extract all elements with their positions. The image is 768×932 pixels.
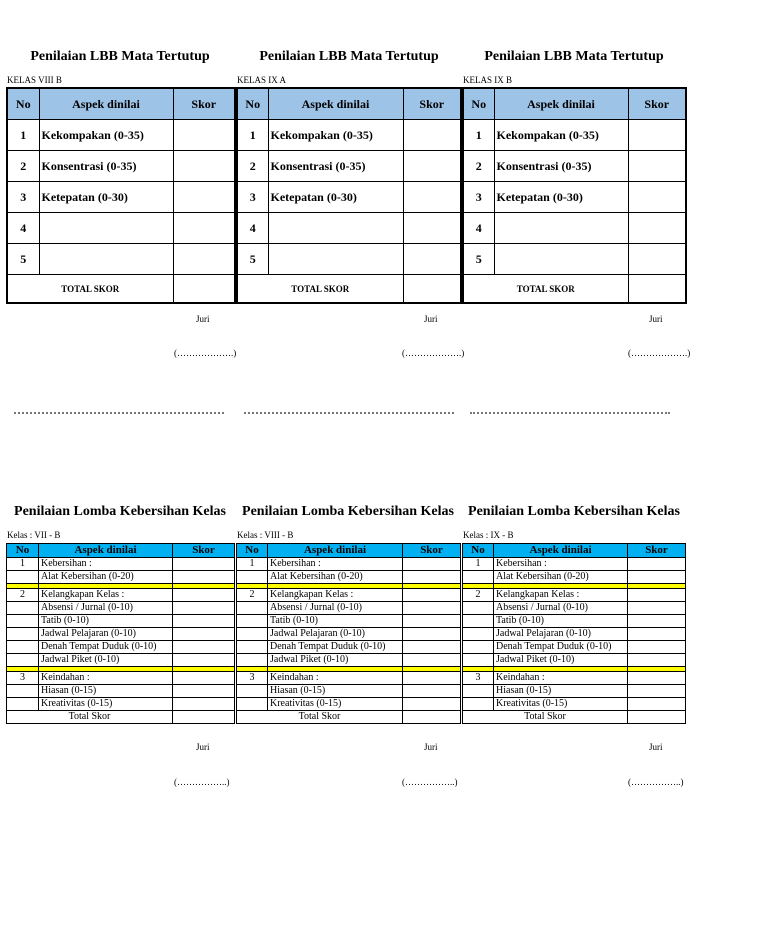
- score-cell[interactable]: [403, 615, 461, 628]
- row-no: 5: [7, 244, 39, 275]
- score-cell[interactable]: [173, 602, 235, 615]
- score-cell[interactable]: [173, 654, 235, 667]
- lomba-title-1: Penilaian Lomba Kebersihan Kelas: [14, 504, 226, 519]
- row-no: [7, 685, 39, 698]
- table-row: [237, 182, 461, 213]
- table-row: [463, 589, 686, 602]
- total-row: [463, 275, 686, 304]
- header-skor: Skor: [403, 544, 461, 558]
- header-aspek: Aspek dinilai: [494, 88, 628, 120]
- score-cell[interactable]: [628, 602, 686, 615]
- table-row: [237, 698, 461, 711]
- row-no: [237, 685, 268, 698]
- row-no: 4: [463, 213, 494, 244]
- score-cell[interactable]: [173, 615, 235, 628]
- row-aspek: Kekompakan (0-35): [494, 120, 628, 151]
- total-row: [237, 275, 461, 304]
- row-aspek: Kelangkapan Kelas :: [268, 589, 403, 602]
- row-no: [7, 698, 39, 711]
- row-aspek: Absensi / Jurnal (0-10): [268, 602, 403, 615]
- table-row: [463, 654, 686, 667]
- table-row: [237, 213, 461, 244]
- row-aspek: Hiasan (0-15): [494, 685, 628, 698]
- row-aspek: Kreativitas (0-15): [39, 698, 173, 711]
- row-aspek: Jadwal Piket (0-10): [268, 654, 403, 667]
- row-no: 3: [237, 672, 268, 685]
- row-no: 5: [463, 244, 494, 275]
- row-aspek: Kreativitas (0-15): [268, 698, 403, 711]
- header-aspek: Aspek dinilai: [39, 544, 173, 558]
- score-cell[interactable]: [173, 244, 235, 275]
- score-cell[interactable]: [628, 641, 686, 654]
- lbb-table-1: [6, 87, 236, 304]
- score-cell[interactable]: [403, 672, 461, 685]
- row-aspek: Alat Kebersihan (0-20): [494, 571, 628, 584]
- row-no: 3: [7, 672, 39, 685]
- table-row: [463, 628, 686, 641]
- score-cell[interactable]: [628, 628, 686, 641]
- row-aspek: [494, 213, 628, 244]
- score-cell[interactable]: [403, 589, 461, 602]
- table-row: [7, 654, 235, 667]
- score-cell[interactable]: [628, 151, 686, 182]
- table-row: [237, 654, 461, 667]
- lbb-table-3: [462, 87, 687, 304]
- row-aspek: [39, 213, 173, 244]
- lomba-signature-line-3: (……………..): [628, 777, 684, 787]
- row-no: 4: [7, 213, 39, 244]
- lomba-table-1: [6, 543, 235, 724]
- header-skor: Skor: [628, 544, 686, 558]
- score-cell[interactable]: [403, 685, 461, 698]
- header-no: No: [237, 544, 268, 558]
- table-row: [237, 602, 461, 615]
- table-row: [463, 120, 686, 151]
- row-no: [237, 641, 268, 654]
- score-cell[interactable]: [173, 571, 235, 584]
- row-no: 1: [7, 120, 39, 151]
- row-aspek: Kebersihan :: [268, 558, 403, 571]
- table-row: [7, 571, 235, 584]
- row-aspek: Ketepatan (0-30): [268, 182, 403, 213]
- row-no: [7, 615, 39, 628]
- row-aspek: Kreativitas (0-15): [494, 698, 628, 711]
- row-no: [463, 628, 494, 641]
- table-row: [463, 182, 686, 213]
- row-no: [7, 628, 39, 641]
- score-cell[interactable]: [403, 641, 461, 654]
- row-no: [237, 698, 268, 711]
- header-skor: Skor: [628, 88, 686, 120]
- header-no: No: [7, 88, 39, 120]
- table-row: [237, 615, 461, 628]
- row-aspek: Ketepatan (0-30): [39, 182, 173, 213]
- table-row: [237, 641, 461, 654]
- table-row: [7, 685, 235, 698]
- score-cell[interactable]: [628, 213, 686, 244]
- table-row: [237, 244, 461, 275]
- score-cell[interactable]: [628, 672, 686, 685]
- table-row: [7, 244, 235, 275]
- lbb-kelas-3: KELAS IX B: [463, 75, 512, 85]
- total-label: TOTAL SKOR: [7, 275, 173, 304]
- score-cell[interactable]: [173, 685, 235, 698]
- row-aspek: Keindahan :: [39, 672, 173, 685]
- lomba-table-3: [462, 543, 686, 724]
- cut-off-text-fragment: [0, 412, 700, 418]
- row-no: [237, 571, 268, 584]
- row-aspek: Absensi / Jurnal (0-10): [39, 602, 173, 615]
- table-row: [7, 602, 235, 615]
- score-cell[interactable]: [403, 244, 461, 275]
- total-label: Total Skor: [237, 711, 403, 724]
- signature-line-1: (……………….): [174, 348, 237, 358]
- row-aspek: [39, 244, 173, 275]
- score-cell[interactable]: [173, 182, 235, 213]
- table-row: [463, 615, 686, 628]
- row-aspek: Kebersihan :: [494, 558, 628, 571]
- table-row: [463, 151, 686, 182]
- score-cell[interactable]: [173, 151, 235, 182]
- table-row: [237, 120, 461, 151]
- row-no: [463, 698, 494, 711]
- total-row: [237, 711, 461, 724]
- score-cell[interactable]: [173, 213, 235, 244]
- score-cell[interactable]: [403, 120, 461, 151]
- row-aspek: Tatib (0-10): [268, 615, 403, 628]
- header-no: No: [7, 544, 39, 558]
- juri-label-3: Juri: [649, 314, 663, 324]
- header-no: No: [237, 88, 268, 120]
- row-aspek: Kebersihan :: [39, 558, 173, 571]
- lbb-kelas-2: KELAS IX A: [237, 75, 286, 85]
- signature-line-2: (……………….): [402, 348, 465, 358]
- score-cell[interactable]: [403, 698, 461, 711]
- table-row: [237, 685, 461, 698]
- score-cell[interactable]: [628, 182, 686, 213]
- total-row: [7, 711, 235, 724]
- row-aspek: [494, 244, 628, 275]
- header-aspek: Aspek dinilai: [268, 544, 403, 558]
- score-cell[interactable]: [628, 615, 686, 628]
- total-label: Total Skor: [463, 711, 628, 724]
- row-aspek: Keindahan :: [268, 672, 403, 685]
- lomba-juri-label-3: Juri: [649, 742, 663, 752]
- row-no: [237, 615, 268, 628]
- row-no: 2: [463, 151, 494, 182]
- score-cell[interactable]: [403, 654, 461, 667]
- row-aspek: Alat Kebersihan (0-20): [268, 571, 403, 584]
- table-row: [237, 571, 461, 584]
- table-row: [463, 602, 686, 615]
- header-no: No: [463, 88, 494, 120]
- row-aspek: Kekompakan (0-35): [268, 120, 403, 151]
- table-row: [7, 213, 235, 244]
- row-no: 3: [237, 182, 268, 213]
- lomba-kelas-1: Kelas : VII - B: [7, 530, 61, 540]
- row-no: [237, 602, 268, 615]
- score-cell[interactable]: [403, 558, 461, 571]
- total-score-cell[interactable]: [173, 275, 235, 304]
- header-aspek: Aspek dinilai: [39, 88, 173, 120]
- total-score-cell[interactable]: [628, 711, 686, 724]
- row-no: 1: [237, 558, 268, 571]
- score-cell[interactable]: [628, 244, 686, 275]
- score-cell[interactable]: [403, 571, 461, 584]
- row-aspek: Ketepatan (0-30): [494, 182, 628, 213]
- row-aspek: Kelangkapan Kelas :: [39, 589, 173, 602]
- row-no: 5: [237, 244, 268, 275]
- row-aspek: Jadwal Piket (0-10): [39, 654, 173, 667]
- table-row: [7, 641, 235, 654]
- table-row: [237, 558, 461, 571]
- table-row: [463, 698, 686, 711]
- total-score-cell[interactable]: [403, 711, 461, 724]
- row-aspek: Jadwal Piket (0-10): [494, 654, 628, 667]
- score-cell[interactable]: [628, 685, 686, 698]
- total-row: [7, 275, 235, 304]
- table-row: [463, 571, 686, 584]
- lbb-table-2: [236, 87, 462, 304]
- row-aspek: Konsentrasi (0-35): [39, 151, 173, 182]
- score-cell[interactable]: [173, 558, 235, 571]
- row-no: 2: [237, 151, 268, 182]
- score-cell[interactable]: [173, 120, 235, 151]
- juri-label-2: Juri: [424, 314, 438, 324]
- row-no: [237, 654, 268, 667]
- table-row: [7, 628, 235, 641]
- table-row: [7, 151, 235, 182]
- table-row: [463, 672, 686, 685]
- row-aspek: [268, 213, 403, 244]
- row-no: 1: [463, 558, 494, 571]
- row-no: 2: [7, 589, 39, 602]
- row-aspek: Denah Tempat Duduk (0-10): [268, 641, 403, 654]
- score-cell[interactable]: [173, 628, 235, 641]
- table-row: [463, 558, 686, 571]
- row-no: 3: [7, 182, 39, 213]
- table-row: [7, 120, 235, 151]
- row-no: 2: [463, 589, 494, 602]
- table-row: [237, 628, 461, 641]
- row-no: [463, 602, 494, 615]
- score-cell[interactable]: [628, 589, 686, 602]
- row-no: [463, 654, 494, 667]
- table-row: [463, 641, 686, 654]
- lbb-title-2: Penilaian LBB Mata Tertutup: [259, 49, 439, 64]
- row-no: [463, 571, 494, 584]
- header-aspek: Aspek dinilai: [268, 88, 403, 120]
- lbb-title-3: Penilaian LBB Mata Tertutup: [484, 49, 664, 64]
- lbb-kelas-1: KELAS VIII B: [7, 75, 62, 85]
- score-cell[interactable]: [403, 151, 461, 182]
- table-row: [463, 685, 686, 698]
- table-row: [7, 615, 235, 628]
- row-aspek: Hiasan (0-15): [39, 685, 173, 698]
- row-no: [7, 571, 39, 584]
- row-aspek: Tatib (0-10): [494, 615, 628, 628]
- score-cell[interactable]: [403, 213, 461, 244]
- lomba-table-2: [236, 543, 461, 724]
- lomba-kelas-2: Kelas : VIII - B: [237, 530, 294, 540]
- row-aspek: Jadwal Pelajaran (0-10): [268, 628, 403, 641]
- row-no: [463, 615, 494, 628]
- row-no: 3: [463, 182, 494, 213]
- row-no: [237, 628, 268, 641]
- row-aspek: Absensi / Jurnal (0-10): [494, 602, 628, 615]
- row-no: 1: [463, 120, 494, 151]
- lomba-signature-line-2: (……………..): [402, 777, 458, 787]
- row-aspek: Kelangkapan Kelas :: [494, 589, 628, 602]
- row-no: 4: [237, 213, 268, 244]
- score-cell[interactable]: [173, 641, 235, 654]
- header-skor: Skor: [403, 88, 461, 120]
- header-skor: Skor: [173, 544, 235, 558]
- score-cell[interactable]: [173, 698, 235, 711]
- total-label: TOTAL SKOR: [463, 275, 628, 304]
- header-skor: Skor: [173, 88, 235, 120]
- row-aspek: Konsentrasi (0-35): [494, 151, 628, 182]
- lomba-title-3: Penilaian Lomba Kebersihan Kelas: [468, 504, 680, 519]
- row-aspek: [268, 244, 403, 275]
- score-cell[interactable]: [628, 654, 686, 667]
- lomba-kelas-3: Kelas : IX - B: [463, 530, 514, 540]
- score-cell[interactable]: [628, 120, 686, 151]
- row-aspek: Denah Tempat Duduk (0-10): [494, 641, 628, 654]
- score-cell[interactable]: [628, 571, 686, 584]
- score-cell[interactable]: [403, 182, 461, 213]
- lomba-juri-label-2: Juri: [424, 742, 438, 752]
- table-row: [463, 244, 686, 275]
- score-cell[interactable]: [628, 558, 686, 571]
- row-aspek: Alat Kebersihan (0-20): [39, 571, 173, 584]
- table-row: [7, 698, 235, 711]
- juri-label-1: Juri: [196, 314, 210, 324]
- row-no: 2: [7, 151, 39, 182]
- table-row: [237, 589, 461, 602]
- row-aspek: Konsentrasi (0-35): [268, 151, 403, 182]
- row-no: 2: [237, 589, 268, 602]
- table-row: [237, 151, 461, 182]
- total-label: TOTAL SKOR: [237, 275, 403, 304]
- lomba-title-2: Penilaian Lomba Kebersihan Kelas: [242, 504, 454, 519]
- total-label: Total Skor: [7, 711, 173, 724]
- score-cell[interactable]: [403, 628, 461, 641]
- total-score-cell[interactable]: [628, 275, 686, 304]
- lbb-title-1: Penilaian LBB Mata Tertutup: [30, 49, 210, 64]
- header-no: No: [463, 544, 494, 558]
- table-row: [7, 589, 235, 602]
- row-no: 3: [463, 672, 494, 685]
- total-score-cell[interactable]: [173, 711, 235, 724]
- row-no: [7, 654, 39, 667]
- table-row: [237, 672, 461, 685]
- row-no: [7, 602, 39, 615]
- row-aspek: Denah Tempat Duduk (0-10): [39, 641, 173, 654]
- row-aspek: Jadwal Pelajaran (0-10): [39, 628, 173, 641]
- row-no: 1: [7, 558, 39, 571]
- score-cell[interactable]: [173, 589, 235, 602]
- table-row: [7, 672, 235, 685]
- row-no: [7, 641, 39, 654]
- total-row: [463, 711, 686, 724]
- row-no: [463, 685, 494, 698]
- row-no: [463, 641, 494, 654]
- score-cell[interactable]: [403, 602, 461, 615]
- row-aspek: Jadwal Pelajaran (0-10): [494, 628, 628, 641]
- header-aspek: Aspek dinilai: [494, 544, 628, 558]
- table-row: [7, 182, 235, 213]
- total-score-cell[interactable]: [403, 275, 461, 304]
- row-no: 1: [237, 120, 268, 151]
- lomba-juri-label-1: Juri: [196, 742, 210, 752]
- table-row: [7, 558, 235, 571]
- row-aspek: Keindahan :: [494, 672, 628, 685]
- table-row: [463, 213, 686, 244]
- row-aspek: Hiasan (0-15): [268, 685, 403, 698]
- row-aspek: Tatib (0-10): [39, 615, 173, 628]
- lomba-signature-line-1: (……………..): [174, 777, 230, 787]
- score-cell[interactable]: [628, 698, 686, 711]
- row-aspek: Kekompakan (0-35): [39, 120, 173, 151]
- score-cell[interactable]: [173, 672, 235, 685]
- signature-line-3: (……………….): [628, 348, 691, 358]
